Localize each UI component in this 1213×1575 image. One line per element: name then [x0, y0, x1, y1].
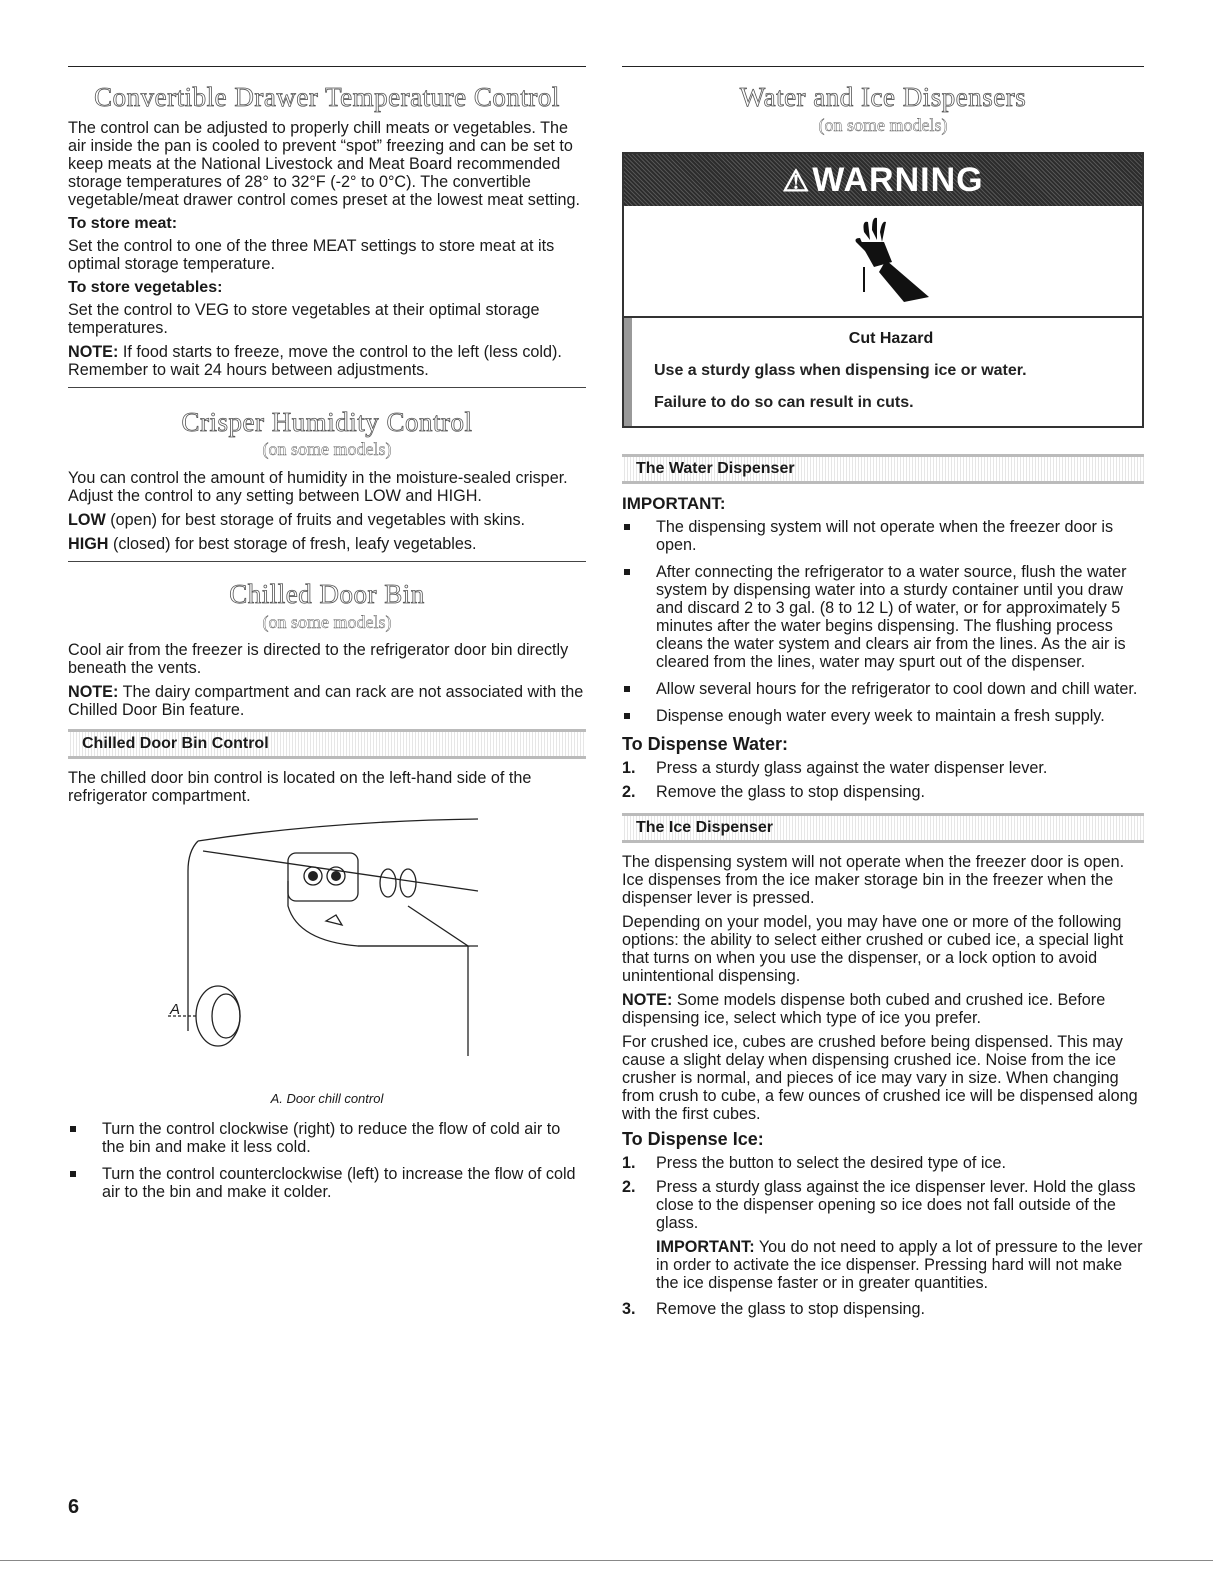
door-chill-figure: [68, 811, 586, 1091]
chilled-bin-title: Chilled Door Bin: [229, 578, 425, 609]
low-text: (open) for best storage of fruits and vegetables with skins.: [105, 510, 526, 529]
chilled-bin-subtitle: (on some models): [262, 611, 392, 632]
warning-body: [624, 318, 1142, 426]
note-text: Some models dispense both cubed and crushed ice. Before dispensing ice, select which type of ice you prefer.: [622, 991, 1106, 1028]
important-label: IMPORTANT:: [622, 494, 726, 514]
convertible-note: [68, 343, 586, 379]
crisper-high: [68, 535, 586, 553]
ice-paragraph-3: For crushed ice, cubes are crushed before being dispensed. This may cause a slight delay when dispensing crushed ice. Noise from the ice crusher is normal, and pieces of ice may vary in size. When changing from crush to cube, a few ounces of crushed ice will be dispensed along with the first cubes.: [622, 1033, 1138, 1124]
list-item: 2. Remove the glass to stop dispensing.: [622, 783, 926, 802]
top-rule: [622, 66, 1144, 67]
ice-important-note: [656, 1238, 1144, 1292]
warning-line-2: Failure to do so can result in cuts.: [654, 394, 914, 412]
hazard-title: Cut Hazard: [848, 330, 934, 348]
figure-label-a: A: [170, 1001, 181, 1019]
chilled-control-heading: Chilled Door Bin Control: [68, 729, 586, 759]
important-label: IMPORTANT:: [656, 1238, 755, 1257]
convertible-intro: The control can be adjusted to properly chill meats or vegetables. The air inside the pan is cooled to prevent “spot” freezing and can be set to keep meats at the National Livestock and Meat Board recommended storage temperatures of 28° to 32°F (-2° to 0°C). The convertible vegetable/meat drawer control comes preset at the lowest meat setting.: [68, 118, 580, 209]
list-item: The dispensing system will not operate when the freezer door is open.: [622, 518, 1144, 554]
note-text: The dairy compartment and can rack are not associated with the Chilled Door Bin feature.: [68, 683, 584, 720]
page-number: 6: [68, 1496, 80, 1518]
bottom-rule: [0, 1560, 1213, 1561]
list-item: Turn the control clockwise (right) to reduce the flow of cold air to the bin and make it less cold.: [68, 1120, 586, 1156]
warning-icon-area: [624, 206, 1142, 318]
section-divider: [68, 387, 586, 388]
note-text: If food starts to freeze, move the control to the left (less cold). Remember to wait 24 hours between adjustments.: [68, 342, 562, 379]
list-item: Allow several hours for the refrigerator to cool down and chill water.: [622, 680, 1144, 698]
door-chill-illustration: [68, 811, 586, 1091]
note-label: NOTE:: [68, 683, 119, 702]
warning-line-1: Use a sturdy glass when dispensing ice or water.: [654, 362, 1027, 380]
important-text: You do not need to apply a lot of pressure to the lever in order to activate the ice dispenser. Pressing hard will not make the ice dispense faster or in greater quantities.: [656, 1238, 1143, 1293]
crisper-low: [68, 511, 586, 529]
chilled-control-text: The chilled door bin control is located on the left-hand side of the refrigerator compartment.: [68, 769, 532, 806]
figure-caption: A. Door chill control: [270, 1091, 384, 1107]
low-label: LOW: [68, 510, 106, 529]
list-item: 1. Press the button to select the desired type of ice.: [622, 1154, 1007, 1173]
dispense-water-heading: To Dispense Water:: [622, 734, 789, 755]
note-label: NOTE:: [622, 991, 673, 1010]
store-vegetables-text: Set the control to VEG to store vegetables at their optimal storage temperatures.: [68, 300, 540, 337]
right-column: [622, 66, 1144, 1324]
high-text: (closed) for best storage of fresh, leafy vegetables.: [108, 534, 477, 553]
warning-title: ⚠WARNING: [782, 160, 984, 199]
list-item: 1. Press a sturdy glass against the water dispenser lever.: [622, 759, 1048, 778]
store-meat-text: Set the control to one of the three MEAT settings to store meat at its optimal storage temperature.: [68, 236, 555, 273]
ice-note: [622, 991, 1144, 1027]
left-column: [68, 66, 586, 1210]
cut-hazard-icon: [834, 212, 934, 312]
store-vegetables-heading: To store vegetables:: [68, 278, 223, 296]
list-item: Dispense enough water every week to maintain a fresh supply.: [622, 707, 1144, 725]
list-item: 3. Remove the glass to stop dispensing.: [622, 1300, 926, 1319]
dispense-ice-heading: To Dispense Ice:: [622, 1129, 764, 1150]
warning-banner: [624, 154, 1142, 206]
dispensers-subtitle: (on some models): [818, 114, 948, 135]
ice-paragraph-2: Depending on your model, you may have one or more of the following options: the ability to select either crushed or cubed ice, a special light that turns on when you use the dispenser, or a lock option to avoid unintentional dispensing.: [622, 913, 1124, 986]
top-rule: [68, 66, 586, 67]
crisper-title: Crisper Humidity Control: [181, 406, 473, 437]
convertible-drawer-title: Convertible Drawer Temperature Control: [94, 82, 560, 112]
dispensers-title: Water and Ice Dispensers: [739, 82, 1027, 112]
list-item: Turn the control counterclockwise (left) to increase the flow of cold air to the bin and make it colder.: [68, 1165, 586, 1201]
list-item: 2. Press a sturdy glass against the ice dispenser lever. Hold the glass close to the dispenser opening so ice does not fall outside of the glass. IMPORTANT: You do not need to apply a lot of pressure to the lever in order to activate the ice dispenser. Pressing hard will not make the ice dispense faster or in greater quantities.: [622, 1178, 1143, 1293]
ice-dispenser-heading: The Ice Dispenser: [622, 813, 1144, 843]
crisper-subtitle: (on some models): [262, 439, 392, 460]
chilled-note: [68, 683, 586, 719]
high-label: HIGH: [68, 534, 109, 553]
section-divider: [68, 561, 586, 562]
water-dispenser-heading: The Water Dispenser: [622, 454, 1144, 484]
list-item: After connecting the refrigerator to a water source, flush the water system by dispensing water into a sturdy container until you draw and discard 2 to 3 gal. (8 to 12 L) of water, or for approximately 5 minutes after the water begins dispensing. The flushing process cleans the water system and clears air from the lines. As the air is cleared from the lines, water may spurt out of the dispenser.: [622, 563, 1144, 671]
note-label: NOTE:: [68, 342, 119, 361]
ice-paragraph-1: The dispensing system will not operate when the freezer door is open. Ice dispenses from the ice maker storage bin in the freezer when the dispenser lever is pressed.: [622, 853, 1125, 908]
store-meat-heading: To store meat:: [68, 214, 178, 232]
crisper-intro: You can control the amount of humidity in the moisture-sealed crisper. Adjust the control to any setting between LOW and HIGH.: [68, 468, 568, 505]
warning-triangle-icon: ⚠: [782, 164, 811, 198]
warning-box: [622, 152, 1144, 428]
chilled-intro: Cool air from the freezer is directed to the refrigerator door bin directly beneath the vents.: [68, 641, 569, 678]
